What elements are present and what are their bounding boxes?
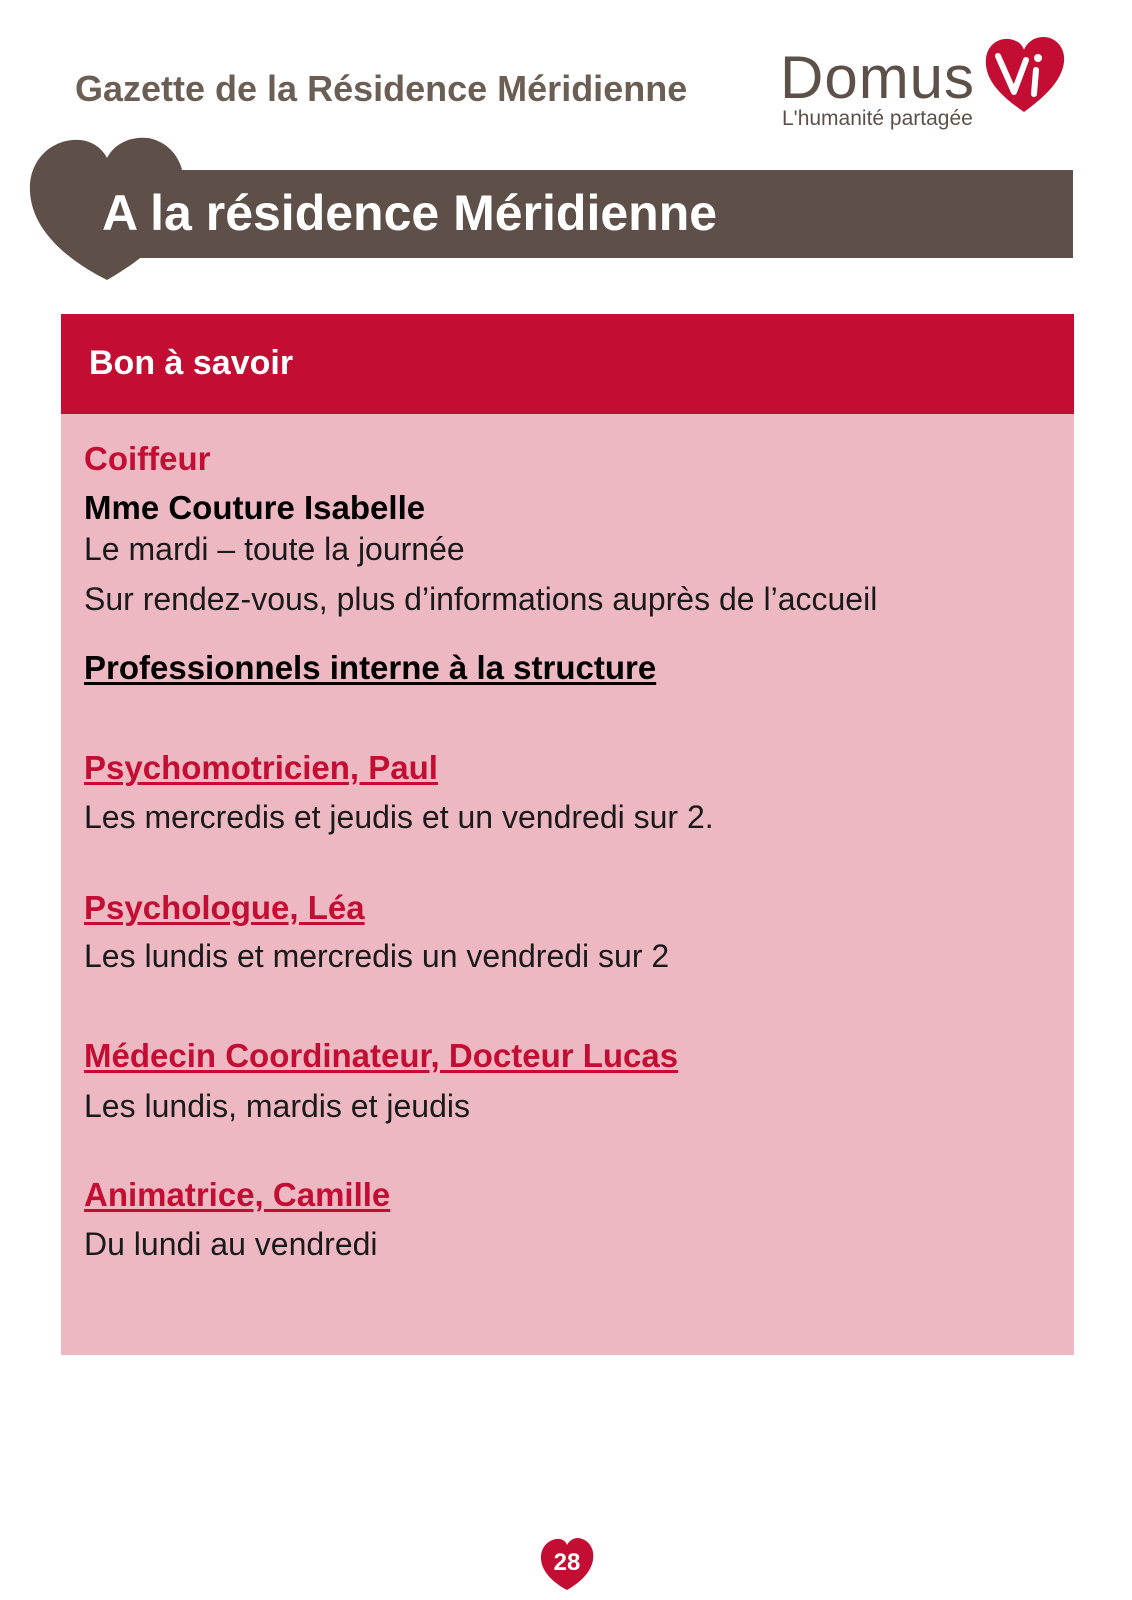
card-title: Bon à savoir	[89, 344, 294, 382]
professional-title[interactable]: Psychomotricien, Paul	[84, 749, 438, 786]
page-number: 28	[553, 1549, 581, 1576]
logo-heart-icon	[980, 30, 1068, 118]
professional-title[interactable]: Médecin Coordinateur, Docteur Lucas	[84, 1037, 679, 1074]
professional-schedule: Les lundis et mercredis un vendredi sur 2	[84, 938, 670, 974]
coiffeur-schedule: Le mardi – toute la journée	[84, 531, 465, 567]
coiffeur-note: Sur rendez-vous, plus d’informations auprès de l’accueil	[84, 581, 878, 617]
professional-schedule: Du lundi au vendredi	[84, 1226, 378, 1262]
banner-title: A la résidence Méridienne	[102, 185, 718, 241]
professionals-heading: Professionnels interne à la structure	[84, 649, 657, 686]
professional-title[interactable]: Animatrice, Camille	[84, 1176, 391, 1213]
logo-tagline: L'humanité partagée	[782, 107, 973, 130]
logo-word: Domus	[780, 44, 976, 111]
professional-schedule: Les mercredis et jeudis et un vendredi sur 2.	[84, 799, 714, 835]
coiffeur-heading: Coiffeur	[84, 440, 211, 477]
professional-title[interactable]: Psychologue, Léa	[84, 889, 365, 926]
coiffeur-name: Mme Couture Isabelle	[84, 489, 426, 526]
page-number-badge	[538, 1536, 596, 1592]
gazette-title: Gazette de la Résidence Méridienne	[75, 68, 688, 109]
domusvi-logo	[780, 30, 1080, 140]
card-header	[61, 314, 1074, 414]
professional-schedule: Les lundis, mardis et jeudis	[84, 1088, 470, 1124]
info-card	[61, 314, 1074, 1355]
